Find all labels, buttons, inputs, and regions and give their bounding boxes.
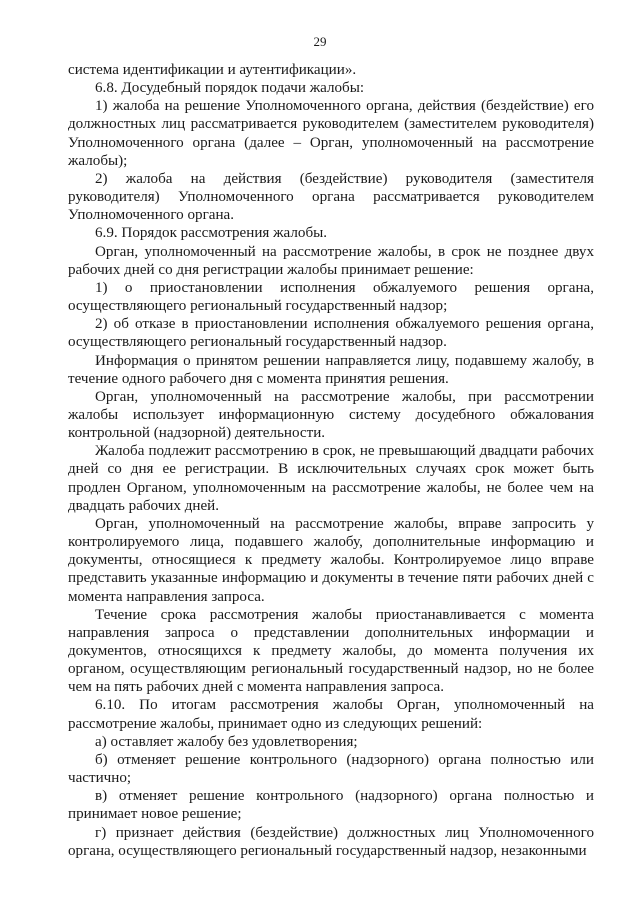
section-6-8-heading: 6.8. Досудебный порядок подачи жалобы: bbox=[95, 80, 365, 97]
list-item-6-8-1: 1) жалоба на решение Уполномоченного органа, действия (бездействие) его должностных лиц рассматривается руководителем (заместителем руководителя) Уполномоченного органа (далее – Орган, уполномоченный на рассмотрение жалобы); bbox=[68, 98, 594, 169]
section-6-10-heading: 6.10. По итогам рассмотрения жалобы Орган, уполномоченный на рассмотрение жалобы, принимает одно из следующих решений: bbox=[68, 697, 594, 732]
page-number: 29 bbox=[313, 34, 327, 49]
document-body bbox=[68, 61, 594, 860]
list-item-6-8-2: 2) жалоба на действия (бездействие) руководителя (заместителя руководителя) Уполномоченного органа рассматривается руководителем Уполномоченного органа. bbox=[68, 170, 594, 224]
paragraph-information-system: Орган, уполномоченный на рассмотрение жалобы, при рассмотрении жалобы использует информационную систему досудебного обжалования контрольной (надзорной) деятельности. bbox=[68, 388, 594, 442]
list-item-6-10-g: г) признает действия (бездействие) должностных лиц Уполномоченного органа, осуществляющего региональный государственный надзор, незаконными bbox=[68, 824, 594, 859]
list-item-6-10-v: в) отменяет решение контрольного (надзорного) органа полностью и принимает новое решение; bbox=[68, 788, 594, 823]
paragraph-review-period: Жалоба подлежит рассмотрению в срок, не превышающий двадцати рабочих дней со дня ее регистрации. В исключительных случаях срок может быть продлен Органом, уполномоченным на рассмотрение жалобы, не более чем на двадцать рабочих дней. bbox=[68, 443, 594, 514]
paragraph-decision-deadline: Орган, уполномоченный на рассмотрение жалобы, в срок не позднее двух рабочих дней со дня регистрации жалобы принимает решение: bbox=[68, 243, 594, 278]
paragraph-decision-notice: Информация о принятом решении направляется лицу, подавшему жалобу, в течение одного рабочего дня с момента принятия решения. bbox=[68, 352, 594, 387]
section-6-9-heading: 6.9. Порядок рассмотрения жалобы. bbox=[95, 225, 328, 242]
list-item-6-9-2: 2) об отказе в приостановлении исполнения обжалуемого решения органа, осуществляющего региональный государственный надзор. bbox=[68, 316, 594, 351]
list-item-6-9-1: 1) о приостановлении исполнения обжалуемого решения органа, осуществляющего региональный государственный надзор; bbox=[68, 279, 594, 315]
paragraph-additional-request: Орган, уполномоченный на рассмотрение жалобы, вправе запросить у контролируемого лица, подавшего жалобу, дополнительные информацию и документы, относящиеся к предмету жалобы. Контролируемое лицо вправе представить указанные информацию и документы в течение пяти рабочих дней с момента направления запроса. bbox=[68, 515, 594, 605]
list-item-6-10-a: а) оставляет жалобу без удовлетворения; bbox=[95, 733, 358, 750]
list-item-6-10-b: б) отменяет решение контрольного (надзорного) органа полностью или частично; bbox=[68, 751, 594, 787]
paragraph-period-suspension: Течение срока рассмотрения жалобы приостанавливается с момента направления запроса о представлении дополнительных информации и документов, относящихся к предмету жалобы, до момента получения их органом, осуществляющим региональный государственный надзор, но не более чем на пять рабочих дней с момента направления запроса. bbox=[68, 606, 594, 696]
paragraph-continuation: система идентификации и аутентификации». bbox=[68, 62, 357, 78]
